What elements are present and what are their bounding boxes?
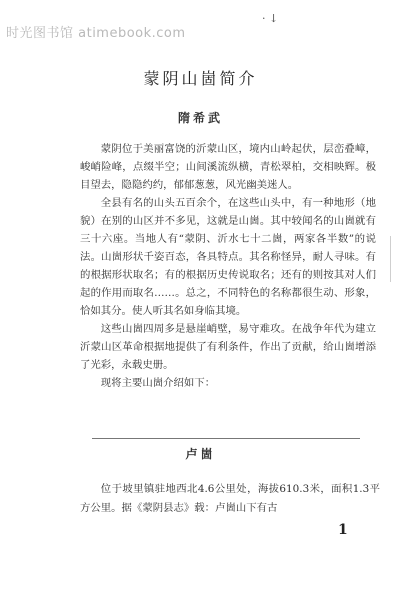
scan-artifact-line — [390, 236, 391, 282]
intro-line: 现将主要山崮介绍如下： — [100, 377, 216, 389]
page-number: 1 — [338, 522, 348, 538]
top-mark: · ↓ — [262, 12, 279, 25]
paragraph: 蒙阴位于美丽富饶的沂蒙山区，境内山岭起伏，层峦叠嶂，峻峭险峰，点缀半空；山间溪流纵横，青松翠柏，交相映辉。极目望去，隐隐约约，郁郁葱葱，风光幽美迷人。 — [80, 143, 376, 191]
section-paragraph: 位于坡里镇驻地西北4.6公里处，海拔610.3米，面积1.3平方公里。据《蒙阴县志》载：卢崮山下有古 — [80, 483, 380, 514]
section-text — [80, 480, 380, 518]
paragraph: 这些山崮四周多是悬崖峭壁，易守难攻。在战争年代为建立沂蒙山区革命根据地提供了有利条件，作出了贡献，给山崮增添了光彩，永载史册。 — [80, 323, 376, 371]
watermark: 时光图书馆 atimebook.com — [6, 26, 186, 41]
paragraph: 全县有名的山头五百余个，在这些山头中，有一种地形（地貌）在别的山区并不多见，这就是山崮。其中较闻名的山崮就有三十六座。当地人有“蒙阴、沂水七十二崮，两家各半数”的说法。山崮形状千姿百态，各具特点。其名称怪异，耐人寻味。有的根据形状取名；有的根据历史传说取名；还有的则按其对人们起的作用而取名……。总之，不同特色的名称都很生动、形象，恰如其分。使人听其名如身临其境。 — [80, 197, 376, 317]
page-title: 蒙阴山崮简介 — [143, 69, 258, 88]
body-text — [80, 140, 376, 392]
section-title: 卢崮 — [185, 447, 216, 461]
author-name: 隋希武 — [177, 111, 223, 125]
section-divider — [92, 438, 360, 439]
